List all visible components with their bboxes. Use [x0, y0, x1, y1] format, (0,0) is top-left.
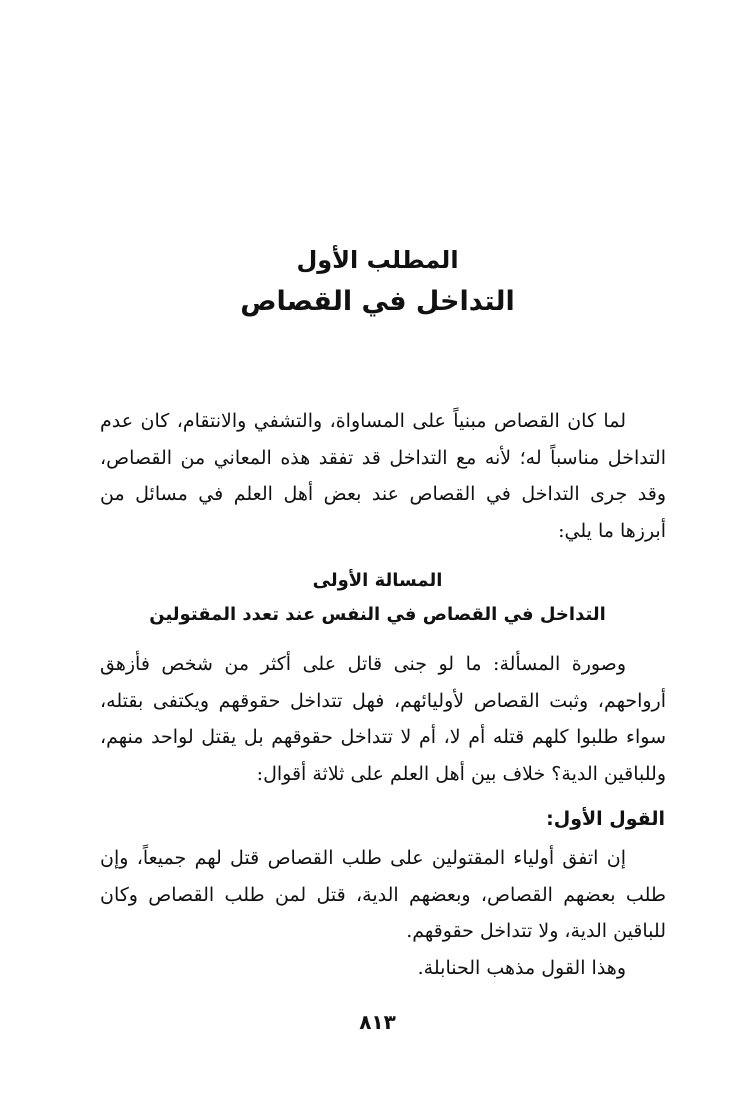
- case-section: [100, 646, 666, 792]
- chapter-title: المطلب الأول: [296, 246, 459, 274]
- intro-paragraph: لما كان القصاص مبنياً على المساواة، والتشفي والانتقام، كان عدم التداخل مناسباً له؛ لأنه مع التداخل قد تفقد هذه المعاني من القصاص، وقد جرى التداخل في القصاص عند بعض أهل العلم في مسائل من أبرزها ما يلي:: [100, 410, 666, 542]
- issue-label: المسالة الأولى: [312, 570, 443, 591]
- school-statement: وهذا القول مذهب الحنابلة.: [417, 957, 626, 979]
- first-opinion-section: [100, 840, 666, 950]
- case-paragraph: وصورة المسألة: ما لو جنى قاتل على أكثر من شخص فأزهق أرواحهم، وثبت القصاص لأوليائهم، فهل تتداخل حقوقهم ويكتفى بقتله، سواء طلبوا كلهم قتله أم لا، أم لا تتداخل حقوقهم بل يقتل لواحد منهم، وللباقين الدية؟ خلاف بين أهل العلم على ثلاثة أقوال:: [100, 653, 666, 785]
- page-number: ٨١٣: [359, 1010, 396, 1034]
- first-opinion-paragraph: إن اتفق أولياء المقتولين على طلب القصاص قتل لهم جميعاً، وإن طلب بعضهم القصاص، وبعضهم الدية، قتل لمن طلب القصاص وكان للباقين الدية، ولا تتداخل حقوقهم.: [100, 847, 666, 942]
- first-opinion-heading: القول الأول:: [546, 808, 665, 830]
- issue-title: التداخل في القصاص في النفس عند تعدد المقتولين: [149, 604, 606, 625]
- intro-section: [100, 403, 666, 549]
- chapter-subtitle: التداخل في القصاص: [240, 286, 515, 317]
